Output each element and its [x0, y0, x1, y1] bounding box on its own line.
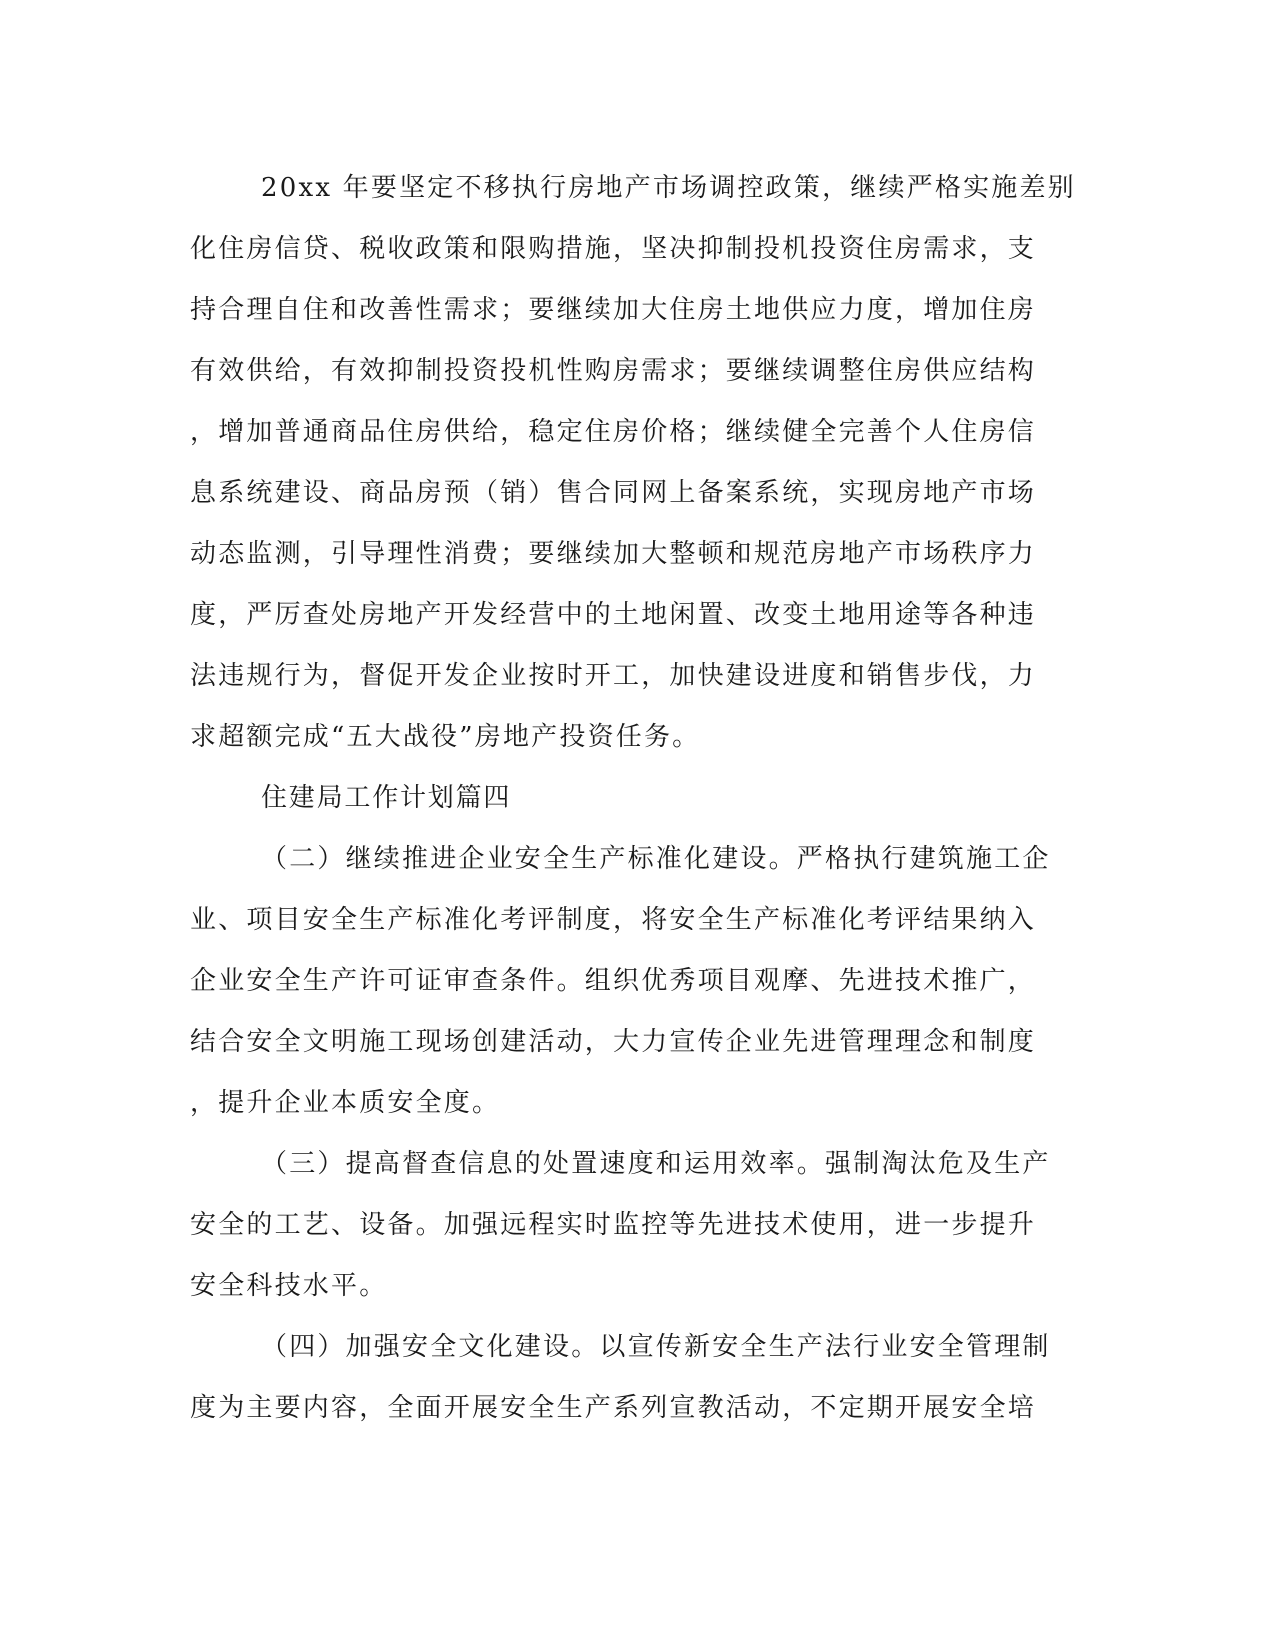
text-line: （四）加强安全文化建设。以宣传新安全生产法行业安全管理制 [261, 1332, 1051, 1362]
text-line: 结合安全文明施工现场创建活动，大力宣传企业先进管理理念和制度 [190, 1027, 1037, 1057]
text-line: 安全的工艺、设备。加强远程实时监控等先进技术使用，进一步提升 [190, 1210, 1037, 1240]
text-line: 度为主要内容，全面开展安全生产系列宣教活动，不定期开展安全培 [190, 1393, 1037, 1423]
text-line: 安全科技水平。 [190, 1271, 388, 1301]
paragraph-housing-policy [190, 158, 1076, 768]
text-line: ，提升企业本质安全度。 [190, 1088, 501, 1118]
text-line: 度，严厉查处房地产开发经营中的土地闲置、改变土地用途等各种违 [190, 600, 1037, 630]
paragraph-safety-standardization [190, 829, 1070, 1134]
paragraph-inspection-efficiency [190, 1134, 1070, 1317]
text-line: 20xx 年要坚定不移执行房地产市场调控政策，继续严格实施差别 [261, 173, 1076, 203]
text-line: （二）继续推进企业安全生产标准化建设。严格执行建筑施工企 [261, 844, 1051, 874]
text-line: 息系统建设、商品房预（销）售合同网上备案系统，实现房地产市场 [190, 478, 1037, 508]
text-line: 企业安全生产许可证审查条件。组织优秀项目观摩、先进技术推广， [190, 966, 1037, 996]
text-line: 有效供给，有效抑制投资投机性购房需求；要继续调整住房供应结构 [190, 356, 1037, 386]
text-line: （三）提高督查信息的处置速度和运用效率。强制淘汰危及生产 [261, 1149, 1051, 1179]
section-heading: 住建局工作计划篇四 [261, 783, 512, 813]
text-line: 法违规行为，督促开发企业按时开工，加快建设进度和销售步伐，力 [190, 661, 1037, 691]
text-line: ，增加普通商品住房供给，稳定住房价格；继续健全完善个人住房信 [190, 417, 1037, 447]
text-line: 业、项目安全生产标准化考评制度，将安全生产标准化考评结果纳入 [190, 905, 1037, 935]
document-body [190, 158, 1076, 1439]
paragraph-safety-culture [190, 1317, 1070, 1439]
text-line: 持合理自住和改善性需求；要继续加大住房土地供应力度，增加住房 [190, 295, 1037, 325]
text-line: 求超额完成“五大战役”房地产投资任务。 [190, 722, 701, 752]
text-line: 化住房信贷、税收政策和限购措施，坚决抑制投机投资住房需求，支 [190, 234, 1037, 264]
text-line: 动态监测，引导理性消费；要继续加大整顿和规范房地产市场秩序力 [190, 539, 1037, 569]
